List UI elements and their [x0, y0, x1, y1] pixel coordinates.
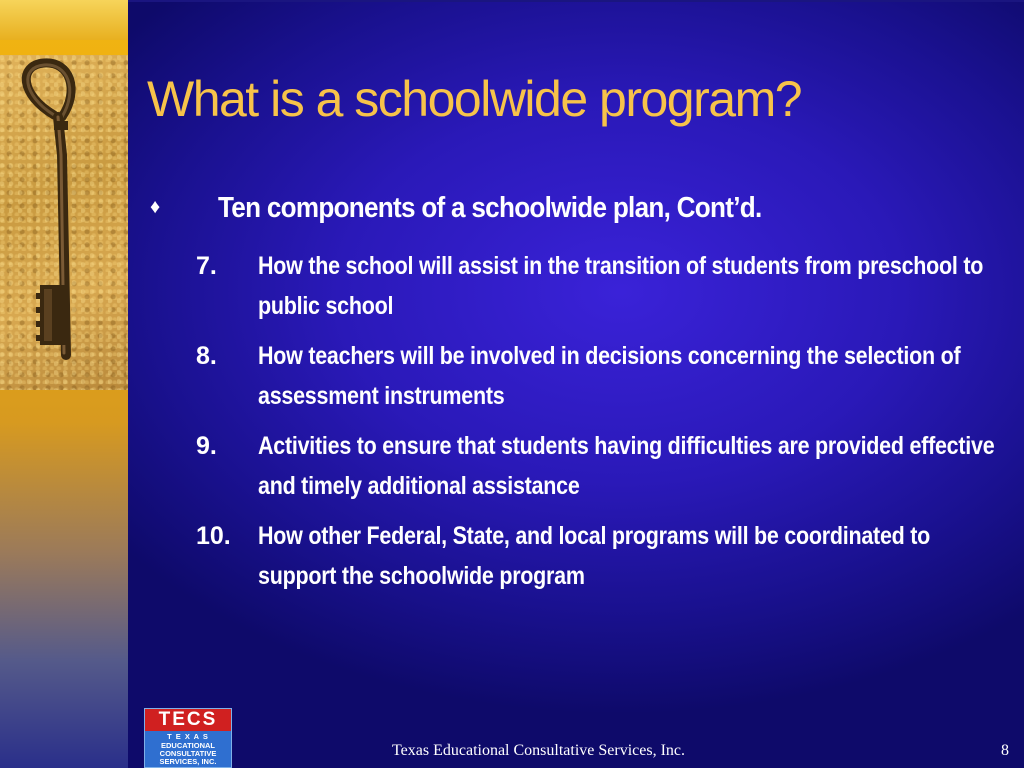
sidebar-top-band	[0, 0, 128, 40]
logo-line: SERVICES, INC.	[159, 757, 217, 766]
list-item	[196, 426, 1016, 506]
logo-line: T E X A S	[167, 732, 209, 741]
logo-line: EDUCATIONAL	[160, 741, 216, 750]
item-text: How the school will assist in the transition of students from preschool to public school	[258, 252, 984, 320]
logo-line: CONSULTATIVE	[159, 749, 217, 758]
diamond-bullet-icon: ♦	[150, 196, 160, 218]
tecs-logo	[144, 708, 232, 768]
item-number: 10.	[196, 522, 231, 550]
list-item	[196, 336, 1016, 416]
logo-name: TECS	[145, 709, 231, 731]
bullet-heading: Ten components of a schoolwide plan, Cont’d.	[218, 192, 762, 224]
page-number: 8	[1001, 742, 1009, 759]
item-number: 9.	[196, 432, 217, 460]
item-text: How other Federal, State, and local programs will be coordinated to support the schoolwide program	[258, 522, 931, 590]
list-item	[196, 516, 1016, 596]
list-item	[196, 246, 1016, 326]
key-icon	[0, 55, 128, 390]
item-number: 7.	[196, 252, 217, 280]
slide-title: What is a schoolwide program?	[147, 71, 802, 127]
top-border	[128, 0, 1024, 2]
item-number: 8.	[196, 342, 217, 370]
key-photo	[0, 55, 128, 390]
footer-organization: Texas Educational Consultative Services, Inc.	[392, 742, 686, 759]
logo-band	[145, 731, 231, 767]
numbered-list	[196, 246, 1016, 606]
item-text: How teachers will be involved in decisions concerning the selection of assessment instruments	[258, 342, 961, 410]
item-text: Activities to ensure that students having difficulties are provided effective and timely additional assistance	[258, 432, 995, 500]
